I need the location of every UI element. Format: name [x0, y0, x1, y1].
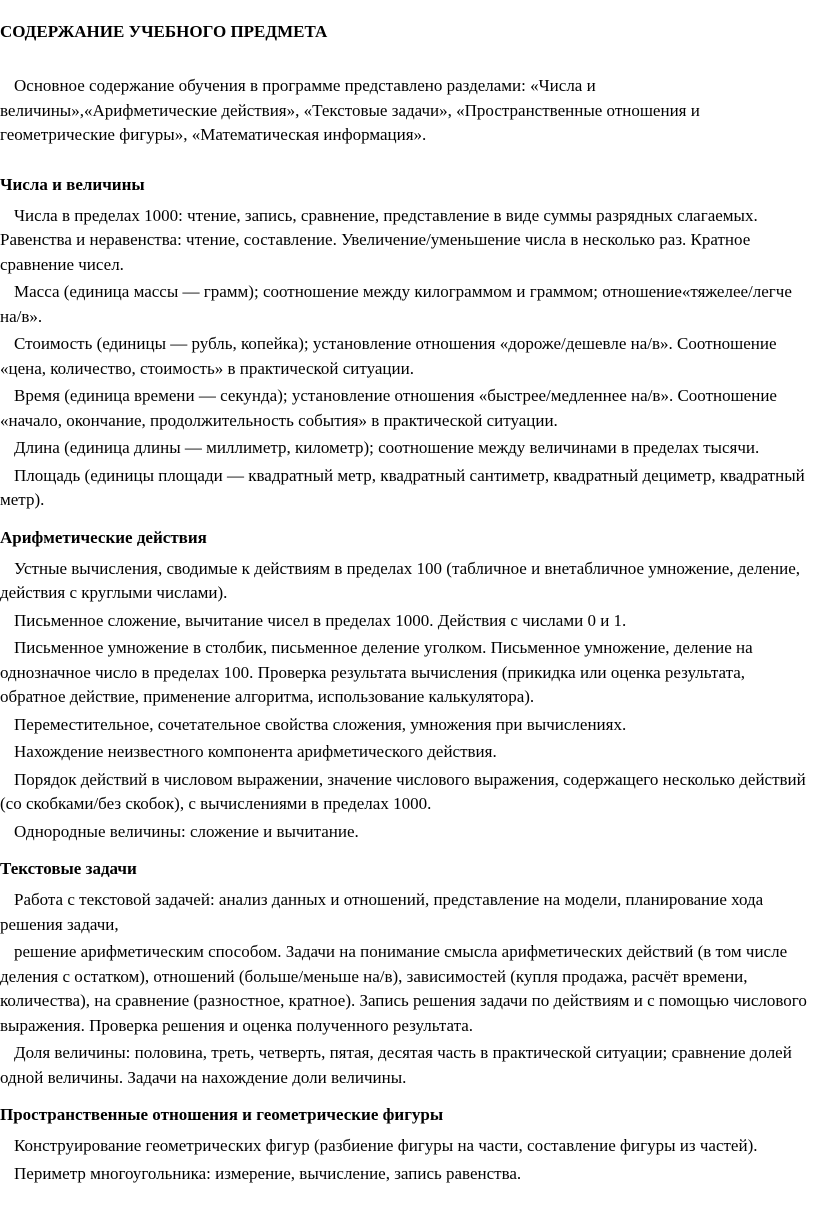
paragraph: Письменное сложение, вычитание чисел в пределах 1000. Действия с числами 0 и 1.: [14, 610, 627, 630]
paragraph: Письменное умножение в столбик, письменное деление уголком. Письменное умножение, деление на однозначное число в пределах 100. Проверка результата вычисления (прикидка или оценка результата, обратное действие, применение алгоритма, использование калькулятора).: [0, 638, 753, 706]
paragraph: Однородные величины: сложение и вычитание.: [14, 821, 359, 841]
paragraph: Устные вычисления, сводимые к действиям в пределах 100 (табличное и внетабличное умножение, деление, действия с круглыми числами).: [0, 558, 800, 602]
section-title: Текстовые задачи: [0, 859, 137, 878]
document-title: СОДЕРЖАНИЕ УЧЕБНОГО ПРЕДМЕТА: [0, 22, 328, 41]
section-title: Пространственные отношения и геометрические фигуры: [0, 1105, 444, 1124]
paragraph: Площадь (единицы площади — квадратный метр, квадратный сантиметр, квадратный дециметр, квадратный метр).: [0, 465, 805, 509]
paragraph: Конструирование геометрических фигур (разбиение фигуры на части, составление фигуры из частей).: [14, 1136, 758, 1155]
paragraph: Нахождение неизвестного компонента арифметического действия.: [14, 742, 497, 761]
section-spatial-relations-and-geometry: [0, 1105, 812, 1186]
paragraph: решение арифметическим способом. Задачи на понимание смысла арифметических действий (в том числе деления с остатком), отношений (больше/меньше на/в), зависимостей (купля продажа, расчёт времени, количества), на сравнение (разностное, кратное). Запись решения задачи по действиям и с помощью числового выражения. Проверка решения и оценка полученного результата.: [0, 942, 807, 1035]
paragraph: Работа с текстовой задачей: анализ данных и отношений, представление на модели, планирование хода решения задачи,: [0, 890, 764, 934]
section-word-problems: [0, 859, 812, 1090]
paragraph: Стоимость (единицы — рубль, копейка); установление отношения «дороже/дешевле на/в». Соотношение «цена, количество, стоимость» в практической ситуации.: [0, 334, 777, 378]
paragraph: Масса (единица массы — грамм); соотношение между килограммом и граммом; отношение«тяжелее/легче на/в».: [0, 282, 792, 326]
paragraph: Порядок действий в числовом выражении, значение числового выражения, содержащего несколько действий (со скобками/без скобок), с вычислениями в пределах 1000.: [0, 769, 806, 813]
section-arithmetic-operations: [0, 528, 812, 845]
paragraph: Переместительное, сочетательное свойства сложения, умножения при вычислениях.: [14, 714, 627, 734]
paragraph: Числа в пределах 1000: чтение, запись, сравнение, представление в виде суммы разрядных слагаемых. Равенства и неравенства: чтение, составление. Увеличение/уменьшение числа в несколько раз. Кратное сравнение чисел.: [0, 205, 758, 274]
intro-paragraph: Основное содержание обучения в программе представлено разделами: «Числа и величины»,«Арифметические действия», «Текстовые задачи», «Пространственные отношения и геометрические фигуры», «Математическая информация».: [0, 76, 700, 144]
section-title: Арифметические действия: [0, 527, 207, 547]
section-title: Числа и величины: [0, 174, 145, 194]
paragraph: Длина (единица длины — миллиметр, километр); соотношение между величинами в пределах тысячи.: [14, 438, 760, 457]
section-numbers-and-quantities: [0, 175, 812, 513]
paragraph: Время (единица времени — секунда); установление отношения «быстрее/медленнее на/в». Соотношение «начало, окончание, продолжительность события» в практической ситуации.: [0, 386, 777, 430]
paragraph: Доля величины: половина, треть, четверть, пятая, десятая часть в практической ситуации; сравнение долей одной величины. Задачи на нахождение доли величины.: [0, 1043, 792, 1087]
paragraph: Периметр многоугольника: измерение, вычисление, запись равенства.: [14, 1163, 522, 1183]
